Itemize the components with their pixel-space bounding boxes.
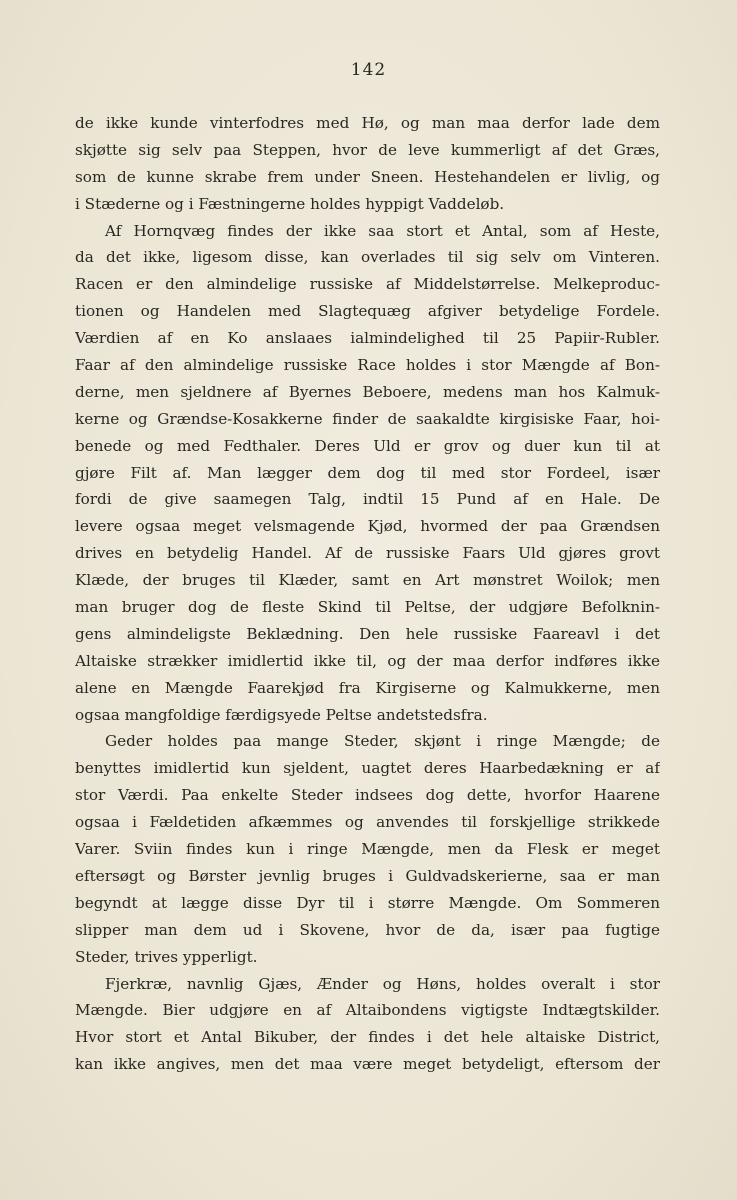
text-line: eftersøgt og Børster jevnlig bruges i Guldvadskerierne, saa er man <box>75 866 660 885</box>
text-line: som de kunne skrabe frem under Sneen. Hestehandelen er livlig, og <box>75 167 660 186</box>
text-line: tionen og Handelen med Slagtequæg afgiver betydelige Fordele. <box>75 302 660 321</box>
text-line: Steder, trives ypperligt. <box>75 947 258 966</box>
text-line: derne, men sjeldnere af Byernes Beboere, medens man hos Kalmuk- <box>75 382 660 401</box>
text-line: man bruger dog de fleste Skind til Peltse, der udgjøre Befolknin- <box>75 598 660 617</box>
text-line: begyndt at lægge disse Dyr til i større Mængde. Om Sommeren <box>75 893 660 912</box>
text-line: stor Værdi. Paa enkelte Steder indsees dog dette, hvorfor Haarene <box>75 786 660 805</box>
text-line: drives en betydelig Handel. Af de russiske Faars Uld gjøres grovt <box>75 544 660 563</box>
text-line: fordi de give saamegen Talg, indtil 15 Pund af en Hale. De <box>75 490 660 509</box>
text-line: da det ikke, ligesom disse, kan overlades til sig selv om Vinteren. <box>75 248 660 267</box>
text-line: de ikke kunde vinterfodres med Hø, og man maa derfor lade dem <box>75 114 660 132</box>
text-line: kan ikke angives, men det maa være meget betydeligt, eftersom der <box>75 1055 660 1074</box>
text-line: Geder holdes paa mange Steder, skjønt i ringe Mængde; de <box>105 732 660 751</box>
text-line: Hvor stort et Antal Bikuber, der findes i det hele altaiske District, <box>75 1028 660 1047</box>
text-line: i Stæderne og i Fæstningerne holdes hyppigt Vaddeløb. <box>75 194 505 213</box>
text-line: skjøtte sig selv paa Steppen, hvor de leve kummerligt af det Græs, <box>75 140 660 159</box>
text-line: gens almindeligste Beklædning. Den hele russiske Faareavl i det <box>75 624 660 643</box>
text-line: Værdien af en Ko anslaaes ialmindelighed til 25 Papiir-Rubler. <box>75 329 660 348</box>
text-line: Mængde. Bier udgjøre en af Altaibondens vigtigste Indtægtskilder. <box>75 1001 660 1020</box>
text-line: ogsaa i Fældetiden afkæmmes og anvendes til forskjellige strikkede <box>75 813 660 832</box>
body-text <box>75 110 660 1078</box>
text-line: Altaiske strækker imidlertid ikke til, og der maa derfor indføres ikke <box>75 651 660 670</box>
text-line: gjøre Filt af. Man lægger dem dog til med stor Fordeel, især <box>75 463 660 482</box>
text-line: ogsaa mangfoldige færdigsyede Peltse andetstedsfra. <box>75 705 488 724</box>
text-line: levere ogsaa meget velsmagende Kjød, hvormed der paa Grændsen <box>75 517 660 536</box>
text-line: slipper man dem ud i Skovene, hvor de da, især paa fugtige <box>75 920 660 939</box>
text-line: benyttes imidlertid kun sjeldent, uagtet deres Haarbedækning er af <box>75 759 660 778</box>
text-line: Varer. Sviin findes kun i ringe Mængde, men da Flesk er meget <box>75 840 660 859</box>
text-line: Fjerkræ, navnlig Gjæs, Ænder og Høns, holdes overalt i stor <box>105 974 660 993</box>
text-line: Klæde, der bruges til Klæder, samt en Art mønstret Woilok; men <box>75 571 660 590</box>
text-line: Racen er den almindelige russiske af Middelstørrelse. Melkeproduc- <box>75 275 660 294</box>
text-line: Af Hornqvæg findes der ikke saa stort et Antal, som af Heste, <box>105 221 660 240</box>
text-line: Faar af den almindelige russiske Race holdes i stor Mængde af Bon- <box>75 356 660 375</box>
text-line: kerne og Grændse-Kosakkerne finder de saakaldte kirgisiske Faar, hoi- <box>75 409 660 428</box>
page-number: 142 <box>350 60 387 80</box>
text-line: benede og med Fedthaler. Deres Uld er grov og duer kun til at <box>75 436 660 455</box>
text-line: alene en Mængde Faarekjød fra Kirgiserne og Kalmukkerne, men <box>75 678 660 697</box>
